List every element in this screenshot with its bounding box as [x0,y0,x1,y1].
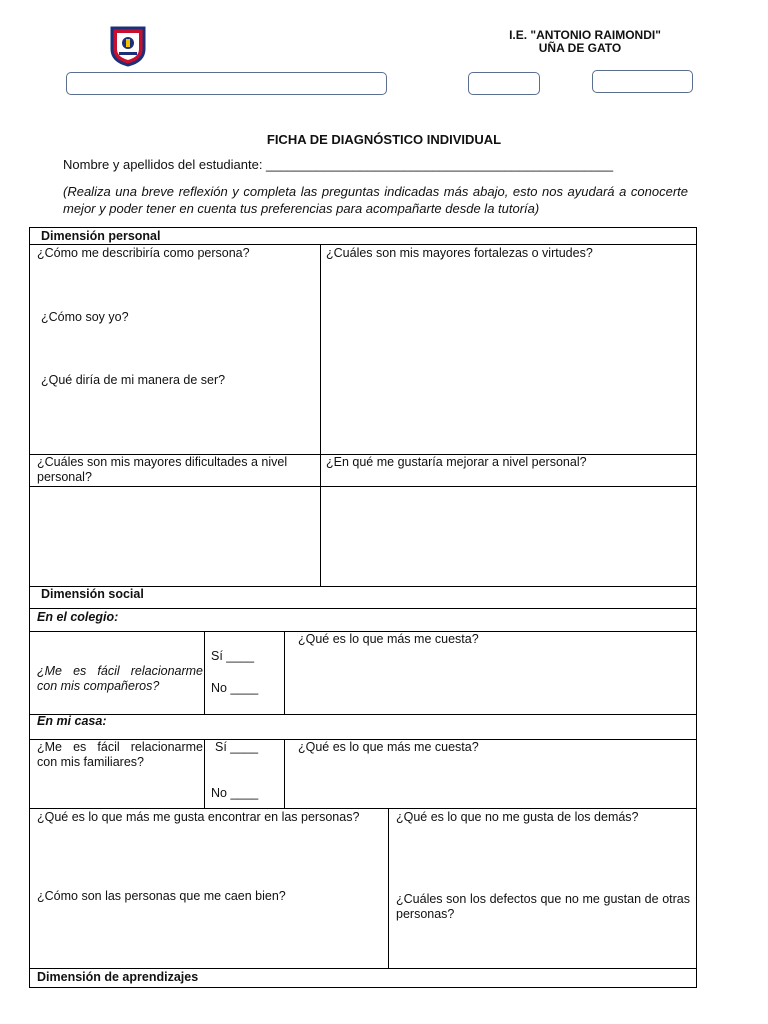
question-school-relations: ¿Me es fácil relacionarme con mis compañeros? [37,664,203,693]
question-describe: ¿Cómo me describiría como persona? [37,246,250,260]
answer-yes[interactable]: Sí ____ [211,649,255,663]
question-difficulties: ¿Cuáles son mis mayores dificultades a nivel personal? [37,455,288,484]
header-field-box[interactable] [66,72,387,95]
table-rule [388,808,389,968]
diagnostic-table [29,227,697,988]
section-heading-learning: Dimensión de aprendizajes [37,970,199,984]
table-rule [30,714,696,715]
student-name-field[interactable]: Nombre y apellidos del estudiante: ________________________________________________ [63,157,614,172]
answer-home-yes[interactable]: Sí ____ [215,740,259,754]
table-rule [30,486,696,487]
header-field-box-3[interactable] [592,70,693,93]
question-strengths: ¿Cuáles son mis mayores fortalezas o virtudes? [326,246,593,260]
school-crest-icon [108,25,148,67]
table-rule [30,244,696,245]
question-home-hardest: ¿Qué es lo que más me cuesta? [298,740,479,754]
question-who-am-i: ¿Cómo soy yo? [41,310,129,324]
school-subheading: En el colegio: [37,610,119,624]
answer-home-no[interactable]: No ____ [211,786,259,800]
header-field-box-2[interactable] [468,72,540,95]
question-improve: ¿En qué me gustaría mejorar a nivel personal? [326,455,587,469]
table-rule [30,968,696,969]
question-people-i-like: ¿Cómo son las personas que me caen bien? [37,889,286,903]
question-manner: ¿Qué diría de mi manera de ser? [41,373,226,387]
question-like-in-people: ¿Qué es lo que más me gusta encontrar en las personas? [37,810,360,824]
table-rule [204,739,205,808]
home-subheading: En mi casa: [37,714,107,728]
table-rule [204,631,205,714]
question-home-relations: ¿Me es fácil relacionarme con mis familiares? [37,740,203,769]
section-heading-social: Dimensión social [41,587,144,601]
table-rule [30,808,696,809]
table-rule [320,244,321,586]
question-defects: ¿Cuáles son los defectos que no me gustan de otras personas? [396,892,690,921]
table-rule [284,739,285,808]
table-rule [30,608,696,609]
school-location: UÑA DE GATO [538,41,622,55]
school-name: I.E. "ANTONIO RAIMONDI" [509,28,661,42]
table-rule [284,631,285,714]
answer-no[interactable]: No ____ [211,681,259,695]
form-title: FICHA DE DIAGNÓSTICO INDIVIDUAL [266,132,502,147]
instructions: (Realiza una breve reflexión y completa las preguntas indicadas más abajo, esto nos ayudará a conocerte mejor y poder tener en cuenta tus preferencias para acompañarte desde la tutoría) [63,184,688,216]
question-dislike-others: ¿Qué es lo que no me gusta de los demás? [396,810,639,824]
question-school-hardest: ¿Qué es lo que más me cuesta? [298,632,479,646]
section-heading-personal: Dimensión personal [41,229,161,243]
